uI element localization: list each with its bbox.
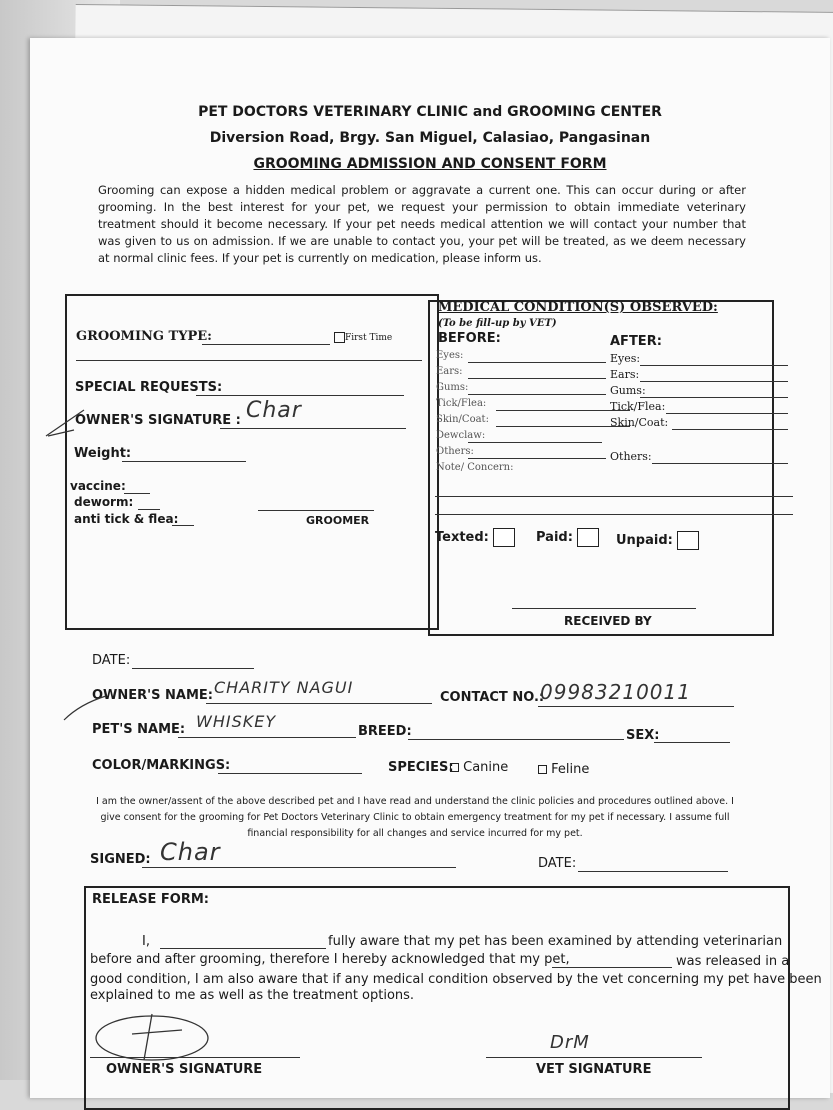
owner-signature-label: OWNER'S SIGNATURE : [75,413,241,428]
before-item-label: Others: [436,446,474,457]
after-item-label: Gums: [610,384,646,397]
release-name-line[interactable] [160,948,326,949]
vet-signature-label: VET SIGNATURE [536,1062,652,1077]
after-item-line[interactable] [666,413,788,414]
contact-handwriting: 09983210011 [540,680,691,704]
color-markings-label: COLOR/MARKINGS: [92,758,231,773]
before-item-label: Eyes: [436,350,464,361]
owner-signature-line[interactable] [220,428,406,429]
vet-signature-handwriting: DrM [550,1032,590,1053]
deworm-label: deworm: [74,495,134,509]
clinic-address: Diversion Road, Brgy. San Miguel, Calasiao, Pangasinan [209,130,651,146]
groomer-label: GROOMER [306,514,370,527]
release-owner-signature-label: OWNER'S SIGNATURE [106,1062,263,1077]
paid-checkbox[interactable] [577,528,599,547]
release-line-5: explained to me as well as the treatment options. [90,988,415,1003]
release-line-2: before and after grooming, therefore I hereby acknowledged that my pet, [90,952,570,967]
after-label: AFTER: [610,334,662,349]
feline-checkbox-icon[interactable] [538,765,547,774]
before-item-label: Dewclaw: [436,430,486,441]
weight-label: Weight: [74,446,132,461]
owner-name-mark [60,694,110,724]
signed-date-label: DATE: [538,856,577,871]
owner-name-line[interactable] [206,703,432,704]
after-item-line[interactable] [652,463,788,464]
species-label: SPECIES: [388,760,454,775]
feline-option[interactable] [538,762,589,777]
breed-line[interactable] [408,739,624,740]
date-line[interactable] [132,668,254,669]
release-line-4: good condition, I am also aware that if any medical condition observed by the vet concerning my pet have been [90,972,822,987]
after-item-label: Eyes: [610,352,641,365]
before-item-line[interactable] [468,378,606,379]
unpaid-checkbox[interactable] [677,531,699,550]
grooming-type-line[interactable] [202,344,330,345]
special-requests-label: SPECIAL REQUESTS: [75,380,223,395]
owner-name-handwriting: CHARITY NAGUI [214,678,354,697]
pet-name-line[interactable] [178,737,356,738]
sex-label: SEX: [626,728,660,743]
paid-field[interactable] [536,528,599,547]
sex-line[interactable] [654,742,730,743]
checkbox-icon[interactable] [334,332,345,343]
vaccine-line[interactable] [124,493,150,494]
release-line-3: was released in a [676,954,790,969]
feline-label: Feline [551,762,590,777]
release-line-1: fully aware that my pet has been examined by attending veterinarian [328,934,783,949]
unpaid-label: Unpaid: [616,533,673,548]
note-line-2[interactable] [435,514,793,515]
before-item-line[interactable] [468,458,606,459]
after-item-label: Others: [610,450,652,463]
first-time-label: First Time [345,333,393,343]
release-i: I, [142,934,150,949]
signed-line[interactable] [142,867,456,868]
after-item-line[interactable] [640,397,788,398]
canine-checkbox-icon[interactable] [450,763,459,772]
after-item-line[interactable] [640,381,788,382]
before-item-label: Tick/Flea: [436,398,487,409]
canine-label: Canine [463,760,509,775]
special-requests-line[interactable] [196,395,404,396]
texted-checkbox[interactable] [493,528,515,547]
grooming-type-label: GROOMING TYPE: [76,329,212,344]
clinic-name: PET DOCTORS VETERINARY CLINIC and GROOMING CENTER [198,104,662,120]
date-label: DATE: [92,653,131,668]
before-item-line[interactable] [468,442,602,443]
before-item-label: Ears: [436,366,463,377]
contact-label: CONTACT NO.: [440,690,545,705]
pet-name-handwriting: WHISKEY [196,712,277,731]
intro-paragraph: Grooming can expose a hidden medical problem or aggravate a current one. This can occur during or after grooming. In the best interest for your pet, we request your permission to obtain immediate veterinary treatment should it become necessary. If your pet needs medical attention we will contact your number that was given to us on admission. If we are unable to contact you, your pet will be treated, as we deem necessary at normal clinic fees. If your pet is currently on medication, please inform us. [98,183,746,265]
form-title: GROOMING ADMISSION AND CONSENT FORM [253,156,607,172]
contact-line[interactable] [538,706,734,707]
owner-signature-handwriting: Char [246,398,302,423]
release-owner-signature-line[interactable] [90,1057,300,1058]
grooming-form-page [30,38,830,1098]
after-item-line[interactable] [672,429,788,430]
pet-name-label: PET'S NAME: [92,722,186,737]
paid-label: Paid: [536,530,573,545]
signed-date-line[interactable] [578,871,728,872]
release-owner-signature-mark [92,1004,222,1064]
anti-tick-line[interactable] [172,525,194,526]
release-pet-line[interactable] [552,967,672,968]
after-item-label: Skin/Coat: [610,416,669,429]
signed-handwriting: Char [160,838,221,866]
received-by-line[interactable] [512,608,696,609]
deworm-line[interactable] [138,509,160,510]
vaccine-label: vaccine: [70,479,126,493]
before-item-label: Note/ Concern: [436,462,514,473]
vet-signature-line[interactable] [486,1057,702,1058]
breed-label: BREED: [358,724,412,739]
note-line-1[interactable] [435,496,793,497]
first-time-checkbox[interactable] [334,332,392,343]
groomer-line[interactable] [258,510,374,511]
after-item-line[interactable] [640,365,788,366]
texted-label: Texted: [435,530,489,545]
color-markings-line[interactable] [218,773,362,774]
before-item-line[interactable] [468,394,606,395]
received-by-label: RECEIVED BY [564,614,652,628]
grooming-type-line-2 [76,360,422,361]
owner-signature-mark [44,406,88,440]
unpaid-field[interactable] [616,531,699,550]
owner-name-label: OWNER'S NAME: [92,688,213,703]
anti-tick-label: anti tick & flea: [74,512,179,526]
after-item-label: Ears: [610,368,640,381]
weight-line[interactable] [122,461,246,462]
after-item-label: Tick/Flea: [610,400,666,413]
texted-field[interactable] [435,528,515,547]
medical-title: MEDICAL CONDITION(S) OBSERVED: [438,300,718,315]
before-item-label: Skin/Coat: [436,414,489,425]
before-label: BEFORE: [438,331,501,346]
consent-text: I am the owner/assent of the above described pet and I have read and understand the clinic policies and procedures outlined above. I give consent for the grooming for Pet Doctors Veterinary Clinic to obtain emergency treatment for my pet if necessary. I assume full financial responsibility for all changes and service incurred for my pet. [96,796,734,839]
release-title: RELEASE FORM: [92,892,209,907]
canine-option[interactable] [450,760,508,775]
signed-label: SIGNED: [90,852,151,867]
before-item-label: Gums: [436,382,469,393]
before-item-line[interactable] [468,362,606,363]
medical-subtitle: (To be fill-up by VET) [438,318,557,329]
